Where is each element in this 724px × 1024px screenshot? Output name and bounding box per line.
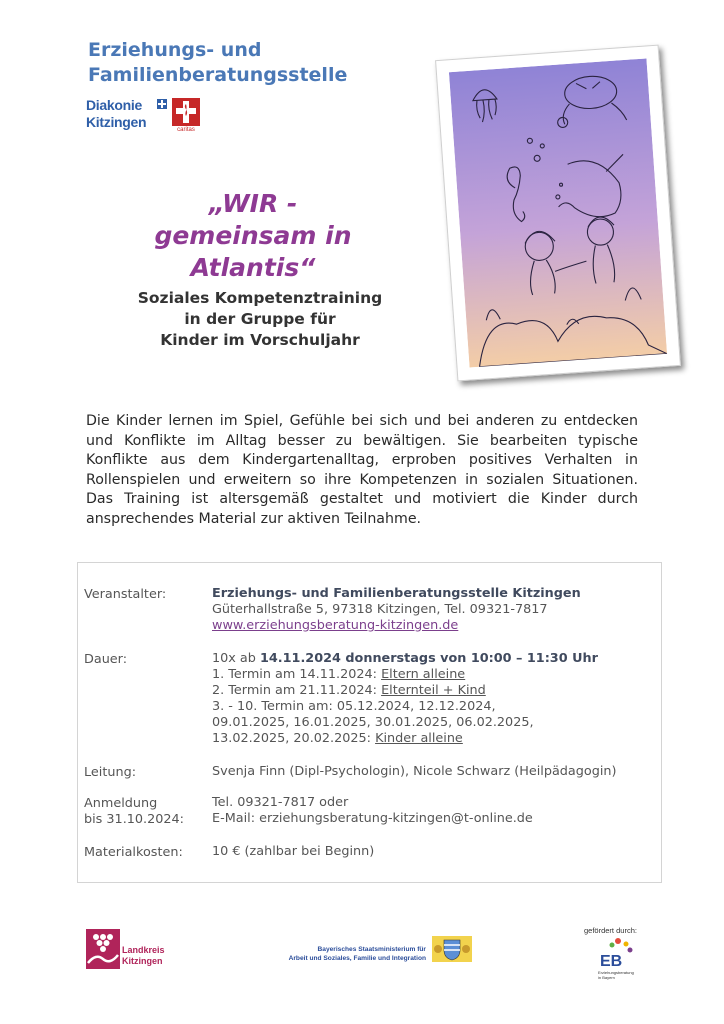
veranstalter-label: Veranstalter: [84,587,167,602]
event-title-line1: „WIR - [208,189,298,218]
kosten-value: 10 € (zahlbar bei Beginn) [212,844,375,859]
org-title-line2: Familienberatungsstelle [88,64,348,86]
termin-2 [212,683,486,699]
intro-paragraph: Die Kinder lernen im Spiel, Gefühle bei sich und bei anderen zu entdecken und Konflikte im Alltag besser zu bewältigen. Sie bearbeiten typische Konflikte aus dem Kindergartenalltag, erproben positives Verhalten in Rollenspielen und erweitern so ihre Kompetenzen in sozialen Situationen. Das Training ist altersgemäß gestaltet und motiviert die Kinder durch ansprechendes Material zur aktiven Teilnahme. [86,413,638,527]
funded-by-label: gefördert durch: [584,926,637,935]
veranstalter-name: Erziehungs- und Familienberatungsstelle Kitzingen [212,586,581,601]
ministry-label [268,945,426,963]
caritas-flame-cross-icon [172,98,200,126]
landkreis-line1: Landkreis [122,945,165,955]
termin-3-line3 [212,731,463,747]
dauer-schedule: 14.11.2024 donnerstags von 10:00 – 11:30 Uhr [259,651,598,666]
event-details-box [77,562,662,883]
event-subtitle [110,288,410,351]
termin-3-group: Kinder alleine [375,731,463,746]
termin-2-date: 2. Termin am 21.11.2024: [212,683,382,698]
event-title [88,188,418,284]
landkreis-line2: Kitzingen [122,956,163,966]
dauer-prefix: 10x ab [212,651,260,666]
anmeldung-label: Anmeldung [84,796,158,811]
termin-1-date: 1. Termin am 14.11.2024: [212,667,382,682]
eb-bayern-logo [596,936,642,982]
caritas-label: caritas [177,127,195,133]
anmeldung-email[interactable]: E-Mail: erziehungsberatung-kitzingen@t-online.de [212,811,533,826]
anmeldung-deadline: bis 31.10.2024: [84,812,184,827]
diakonie-cross-icon [157,99,167,109]
termin-1-group: Eltern alleine [381,667,466,682]
termin-3-line2: 09.01.2025, 16.01.2025, 30.01.2025, 06.02.2025, [212,715,534,730]
landkreis-label [122,945,165,967]
termin-2-group: Elternteil + Kind [381,683,486,698]
leitung-label: Leitung: [84,765,137,780]
ministry-line2: Arbeit und Soziales, Familie und Integration [288,955,426,962]
eb-caption-line1: Erziehungsberatung [598,970,634,975]
dauer-value [212,651,598,667]
event-title-line2: gemeinsam in Atlantis“ [154,221,352,282]
anmeldung-phone: Tel. 09321-7817 oder [212,795,349,810]
kosten-label: Materialkosten: [84,845,183,860]
eb-logo-text: EB [600,953,623,970]
website-link[interactable]: www.erziehungsberatung-kitzingen.de [212,618,459,633]
termin-1 [212,667,465,683]
ministry-line1: Bayerisches Staatsministerium für [317,946,426,953]
atlantis-illustration [449,58,667,367]
termin-3-line1: 3. - 10. Termin am: 05.12.2024, 12.12.2024, [212,699,496,714]
org-title [88,38,418,88]
termin-3-dates: 13.02.2025, 20.02.2025: [212,731,376,746]
subtitle-line3: Kinder im Vorschuljahr [160,331,360,349]
veranstalter-address: Güterhallstraße 5, 97318 Kitzingen, Tel. 09321-7817 [212,602,548,617]
eb-caption-line2: in Bayern [598,975,615,980]
leitung-value: Svenja Finn (Dipl-Psychologin), Nicole Schwarz (Heilpädagogin) [212,764,617,779]
diakonie-logo-line2: Kitzingen [86,114,147,130]
bavaria-coat-of-arms-icon [432,936,472,962]
diakonie-logo-line1: Diakonie [86,97,142,113]
landkreis-kitzingen-logo-icon [86,929,120,969]
subtitle-line2: in der Gruppe für [184,310,336,328]
atlantis-illustration-frame [435,45,681,382]
subtitle-line1: Soziales Kompetenztraining [137,289,383,307]
dauer-label: Dauer: [84,652,128,667]
org-title-line1: Erziehungs- und [88,39,262,61]
